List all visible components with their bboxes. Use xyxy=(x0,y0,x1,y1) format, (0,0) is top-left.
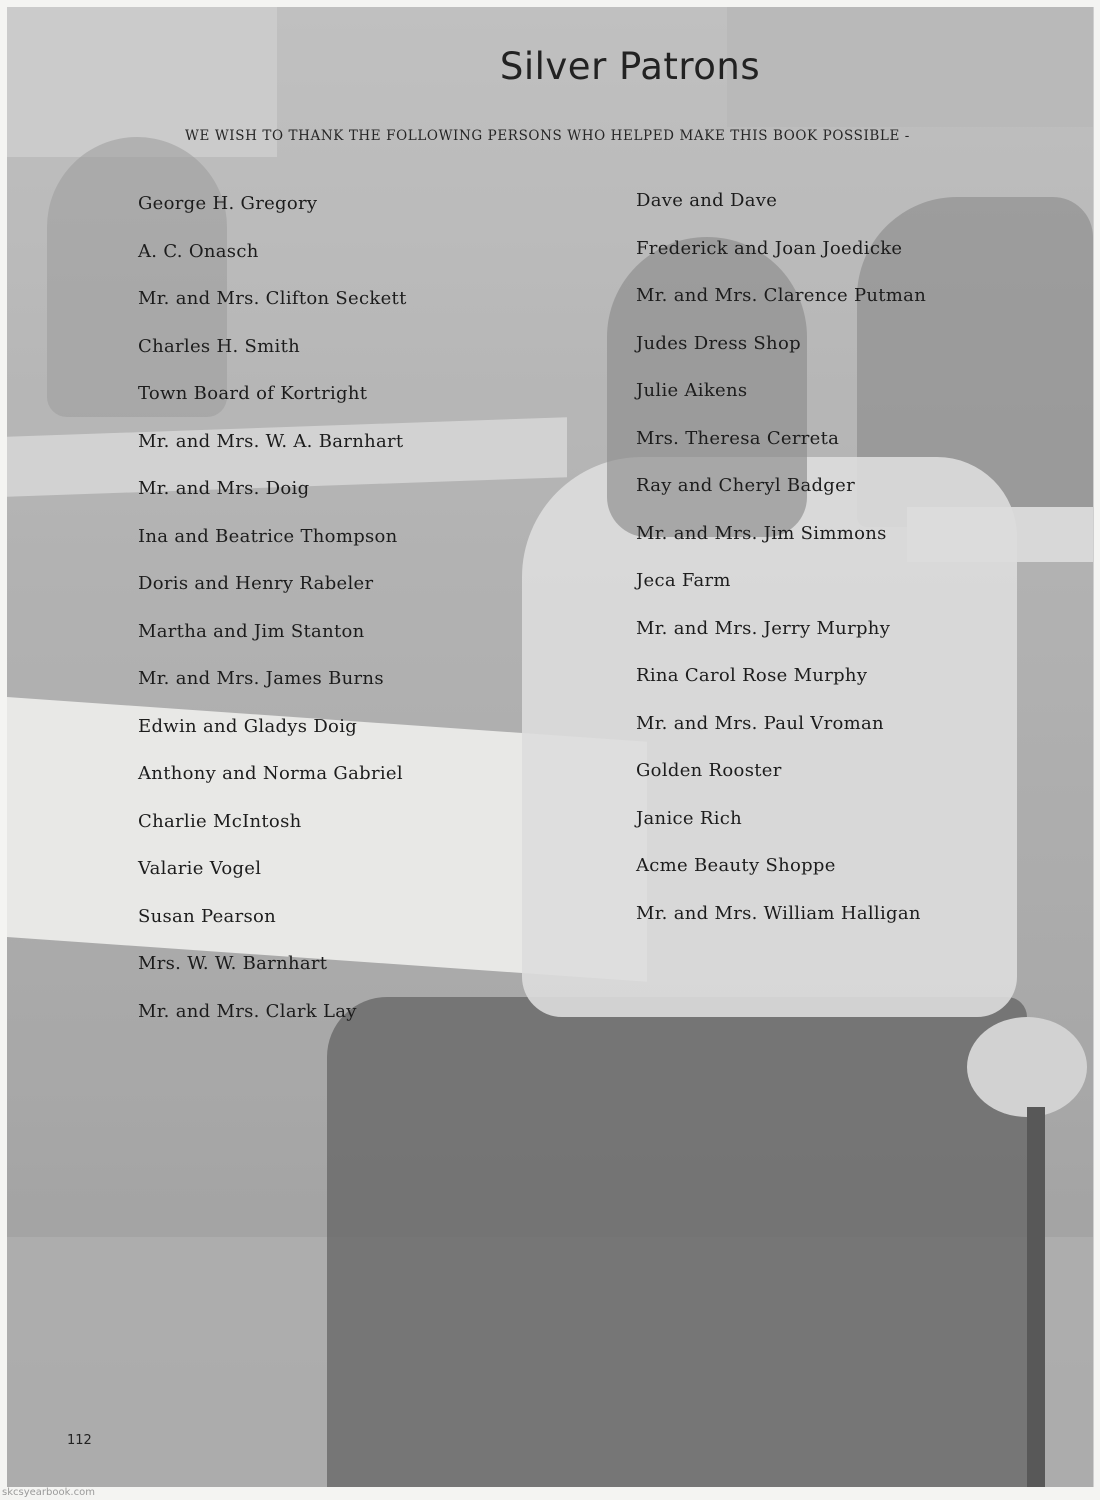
patron-name: Mrs. W. W. Barnhart xyxy=(138,953,328,974)
patron-name: Doris and Henry Rabeler xyxy=(138,573,374,594)
patron-name: Anthony and Norma Gabriel xyxy=(138,763,403,784)
patron-list-left xyxy=(138,193,407,1048)
page-title: Silver Patrons xyxy=(499,45,761,88)
patron-name: Susan Pearson xyxy=(138,905,277,927)
patron-name: Town Board of Kortright xyxy=(138,383,368,404)
patron-name: Mr. and Mrs. Clarence Putman xyxy=(636,285,927,306)
patron-name: Charles H. Smith xyxy=(138,335,300,357)
patron-name: Mr. and Mrs. Doig xyxy=(138,478,310,499)
patron-name: Mr. and Mrs. W. A. Barnhart xyxy=(138,430,404,452)
patron-name: Mr. and Mrs. James Burns xyxy=(138,668,384,689)
patron-name: Dave and Dave xyxy=(636,190,778,211)
patron-name: Mr. and Mrs. William Halligan xyxy=(636,902,921,924)
patron-name: Julie Aikens xyxy=(636,380,748,401)
patron-name: George H. Gregory xyxy=(138,193,318,214)
patron-list-right xyxy=(636,190,926,950)
patron-name: A. C. Onasch xyxy=(138,240,259,262)
patron-name: Mr. and Mrs. Clifton Seckett xyxy=(138,288,407,309)
patron-name: Martha and Jim Stanton xyxy=(138,620,365,642)
patron-name: Valarie Vogel xyxy=(138,858,262,879)
site-watermark: skcsyearbook.com xyxy=(2,1487,95,1498)
patron-name: Mr. and Mrs. Jim Simmons xyxy=(636,522,887,544)
patron-name: Charlie McIntosh xyxy=(138,810,302,832)
patron-name: Rina Carol Rose Murphy xyxy=(636,665,868,686)
patron-name: Mrs. Theresa Cerreta xyxy=(636,427,840,449)
patron-name: Mr. and Mrs. Clark Lay xyxy=(138,1000,357,1022)
patron-name: Acme Beauty Shoppe xyxy=(636,855,836,876)
patron-name: Jeca Farm xyxy=(636,570,731,591)
patron-name: Mr. and Mrs. Jerry Murphy xyxy=(636,617,891,639)
patron-name: Janice Rich xyxy=(636,807,743,829)
patron-name: Frederick and Joan Joedicke xyxy=(636,237,903,259)
patron-name: Mr. and Mrs. Paul Vroman xyxy=(636,712,884,734)
patron-name: Ray and Cheryl Badger xyxy=(636,475,855,496)
page-number: 112 xyxy=(67,1433,92,1448)
patron-name: Edwin and Gladys Doig xyxy=(138,715,358,737)
page-subtitle: WE WISH TO THANK THE FOLLOWING PERSONS WHO HELPED MAKE THIS BOOK POSSIBLE - xyxy=(185,128,910,144)
patron-name: Judes Dress Shop xyxy=(636,332,801,354)
patron-name: Ina and Beatrice Thompson xyxy=(138,525,398,547)
patron-name: Golden Rooster xyxy=(636,760,782,781)
yearbook-page xyxy=(7,7,1094,1487)
